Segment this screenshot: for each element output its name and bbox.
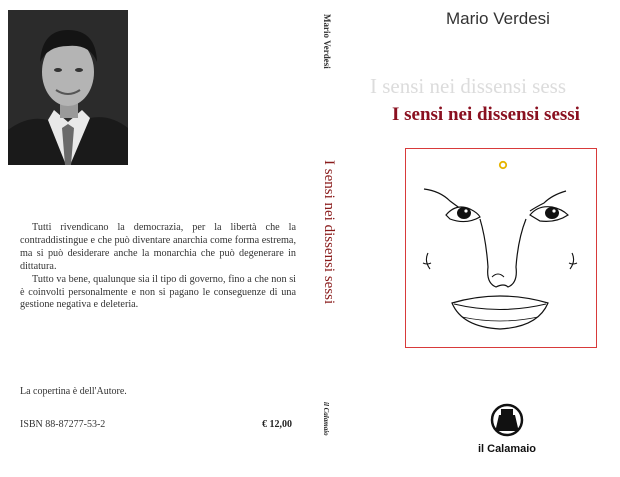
book-title: I sensi nei dissensi sessi [392,104,580,125]
face-drawing [406,149,596,347]
spine-title: I sensi nei dissensi sessi [321,160,337,305]
spine-publisher: il Calamaio [322,402,330,436]
isbn: ISBN 88-87277-53-2 [20,419,106,430]
blurb-paragraph: Tutto va bene, qualunque sia il tipo di governo, fino a che non si è coinvolti personalmente e non si pagano le conseguenze di una gestione negativa e deleteria. [20,273,296,311]
back-cover-blurb [20,222,296,312]
front-author: Mario Verdesi [446,9,550,28]
publisher-logo-text: il Calamaio [477,443,537,455]
publisher-logo [477,400,537,458]
cover-credit: La copertina è dell'Autore. [20,386,127,397]
blurb-paragraph: Tutti rivendicano la democrazia, per la libertà che la contraddistingue e che può diventare anarchia come forma estrema, ma si può desiderare anche la monarchia che può degenerare in dittatura. [20,222,296,272]
price: € 12,00 [262,419,292,430]
cover-illustration [405,148,597,348]
author-photo [8,10,128,165]
spine-author: Mario Verdesi [322,14,332,69]
inkwell-icon [492,405,522,435]
title-shadow: I sensi nei dissensi sess [370,74,566,98]
